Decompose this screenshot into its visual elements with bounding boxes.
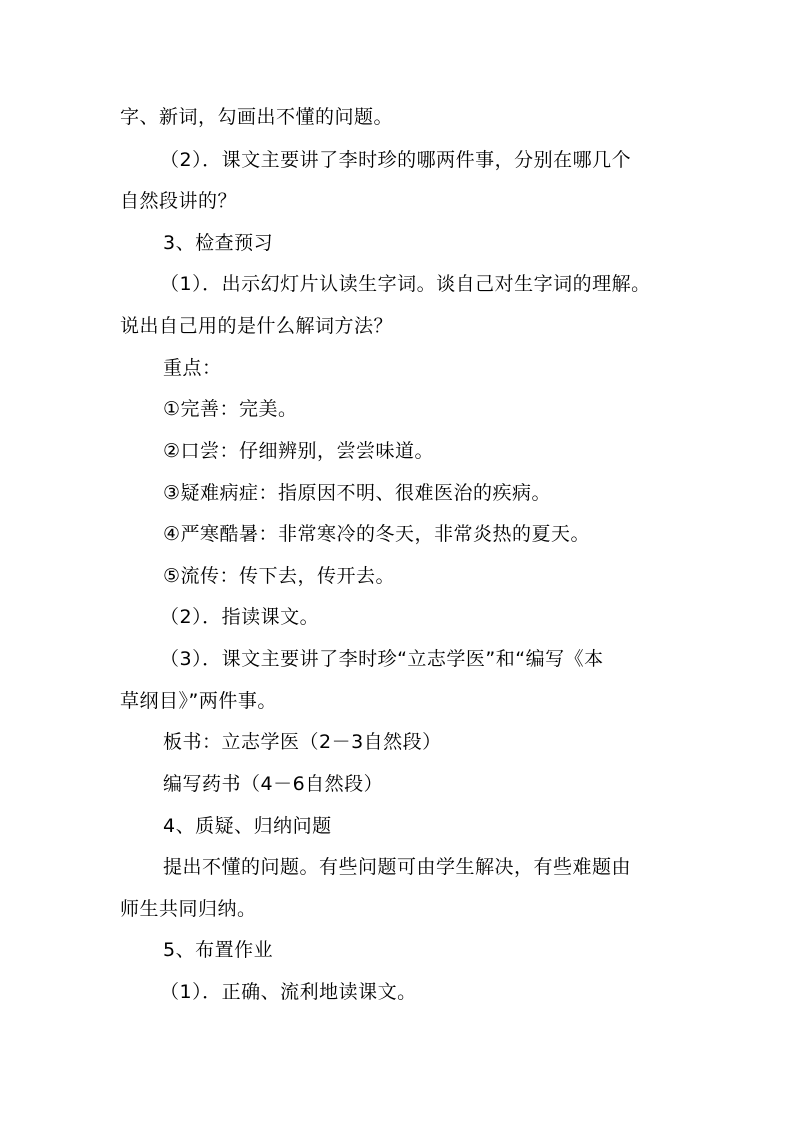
text-line: 自然段讲的？ xyxy=(120,190,238,212)
text-line: （1）．正确、流利地读课文。 xyxy=(160,981,417,1003)
text-line: 字、新词，勾画出不懂的问题。 xyxy=(120,106,394,128)
text-line: 重点： xyxy=(163,357,222,379)
text-line: （2）．指读课文。 xyxy=(160,606,320,628)
text-line: 编写药书（4－6自然段） xyxy=(163,773,384,795)
list-item: ①完善：完美。 xyxy=(163,398,298,420)
section-heading: 5、布置作业 xyxy=(163,939,274,961)
list-item: ⑤流传：传下去，传开去。 xyxy=(163,565,396,587)
text-line: （2）．课文主要讲了李时珍的哪两件事，分别在哪几个 xyxy=(160,149,632,171)
text-line: 板书：立志学医（2－3自然段） xyxy=(163,731,442,753)
text-line: 草纲目》”两件事。 xyxy=(120,690,277,712)
text-line: （3）．课文主要讲了李时珍“立志学医”和“编写《本 xyxy=(160,648,604,670)
text-line: （1）．出示幻灯片认读生字词。谈自己对生字词的理解。 xyxy=(160,273,651,295)
text-line: 说出自己用的是什么解词方法？ xyxy=(120,315,394,337)
list-item: ③疑难病症：指原因不明、很难医治的疾病。 xyxy=(163,482,552,504)
section-heading: 4、质疑、归纳问题 xyxy=(163,815,332,837)
list-item: ④严寒酷暑：非常寒冷的冬天，非常炎热的夏天。 xyxy=(163,523,591,545)
list-item: ②口尝：仔细辨别，尝尝味道。 xyxy=(163,440,435,462)
text-line: 提出不懂的问题。有些问题可由学生解决，有些难题由 xyxy=(163,856,632,878)
section-heading: 3、检查预习 xyxy=(163,232,274,254)
text-line: 师生共同归纳。 xyxy=(120,898,257,920)
